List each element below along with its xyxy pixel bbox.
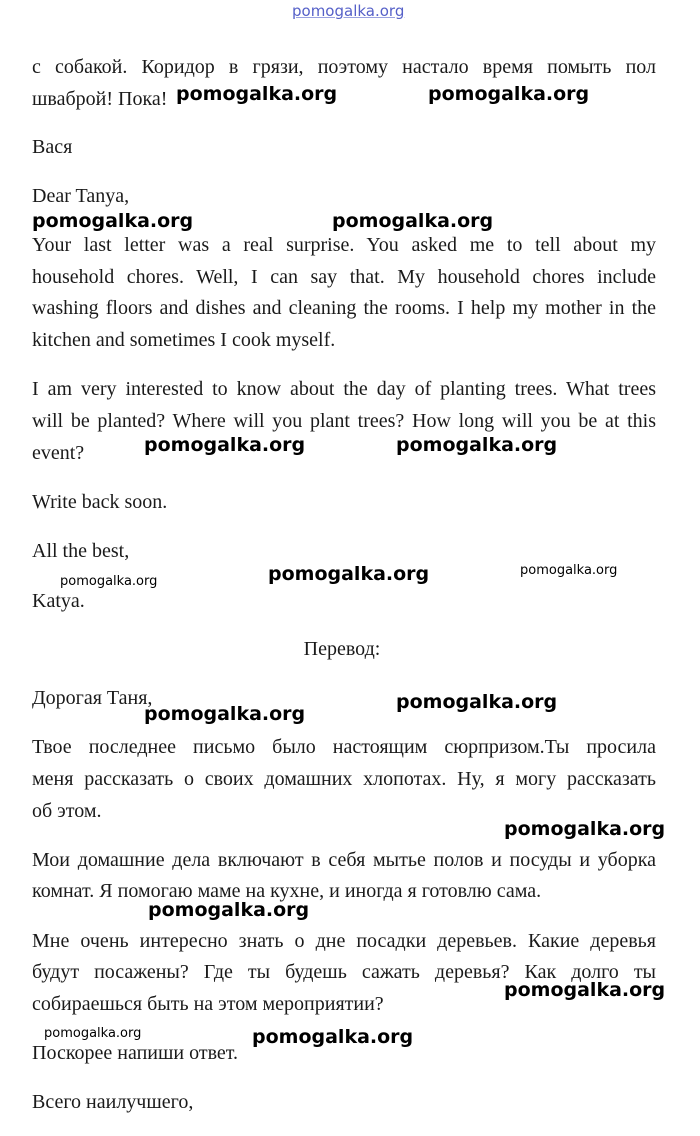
- text-line: шваброй! Пока!: [32, 88, 168, 110]
- text-line: об этом.: [32, 800, 102, 822]
- watermark: pomogalka.org: [396, 434, 558, 456]
- text-line: меня рассказать о своих домашних хлопотах. Ну, я могу рассказать: [32, 768, 656, 790]
- watermark: pomogalka.org: [44, 1026, 142, 1041]
- text-line: будут посажены? Где ты будешь сажать деревья? Как долго ты: [32, 961, 656, 983]
- text-line: комнат. Я помогаю маме на кухне, и иногда я готовлю сама.: [32, 880, 542, 902]
- watermark: pomogalka.org: [32, 210, 194, 232]
- text-line: event?: [32, 442, 85, 464]
- text-line: собираешься быть на этом мероприятии?: [32, 993, 384, 1015]
- watermark: pomogalka.org: [144, 434, 306, 456]
- text-line: Мои домашние дела включают в себя мытье полов и посуды и уборка: [32, 849, 656, 871]
- text-line: household chores. Well, I can say that. My household chores include: [32, 266, 656, 288]
- watermark: pomogalka.org: [332, 210, 494, 232]
- text-line: Write back soon.: [32, 491, 168, 513]
- watermark: pomogalka.org: [60, 574, 158, 589]
- watermark: pomogalka.org: [144, 703, 306, 725]
- text-line: will be planted? Where will you plant trees? How long will you be at this: [32, 410, 656, 432]
- text-line: Мне очень интересно знать о дне посадки деревьев. Какие деревья: [32, 930, 656, 952]
- text-line: kitchen and sometimes I cook myself.: [32, 329, 336, 351]
- watermark: pomogalka.org: [176, 83, 338, 105]
- text-line: Всего наилучшего,: [32, 1091, 194, 1113]
- watermark: pomogalka.org: [252, 1026, 414, 1048]
- text-line: Дорогая Таня,: [32, 687, 153, 709]
- text-line: Katya.: [32, 590, 85, 612]
- text-line: с собакой. Коридор в грязи, поэтому настало время помыть пол: [32, 56, 656, 78]
- watermark: pomogalka.org: [396, 691, 558, 713]
- watermark: pomogalka.org: [148, 899, 310, 921]
- text-line: Dear Tanya,: [32, 185, 130, 207]
- top-watermark-link[interactable]: pomogalka.org: [292, 2, 405, 20]
- watermark: pomogalka.org: [504, 979, 666, 1001]
- text-line: Your last letter was a real surprise. You asked me to tell about my: [32, 234, 656, 256]
- translation-heading: Перевод:: [303, 638, 381, 660]
- text-line: Поскорее напиши ответ.: [32, 1042, 239, 1064]
- text-line: All the best,: [32, 540, 130, 562]
- text-line: Твое последнее письмо было настоящим сюрпризом.Ты просила: [32, 736, 656, 758]
- text-line: I am very interested to know about the day of planting trees. What trees: [32, 378, 656, 400]
- watermark: pomogalka.org: [504, 818, 666, 840]
- text-line: washing floors and dishes and cleaning the rooms. I help my mother in the: [32, 297, 656, 319]
- watermark: pomogalka.org: [268, 563, 430, 585]
- watermark: pomogalka.org: [520, 563, 618, 578]
- watermark: pomogalka.org: [428, 83, 590, 105]
- text-line: Вася: [32, 136, 73, 158]
